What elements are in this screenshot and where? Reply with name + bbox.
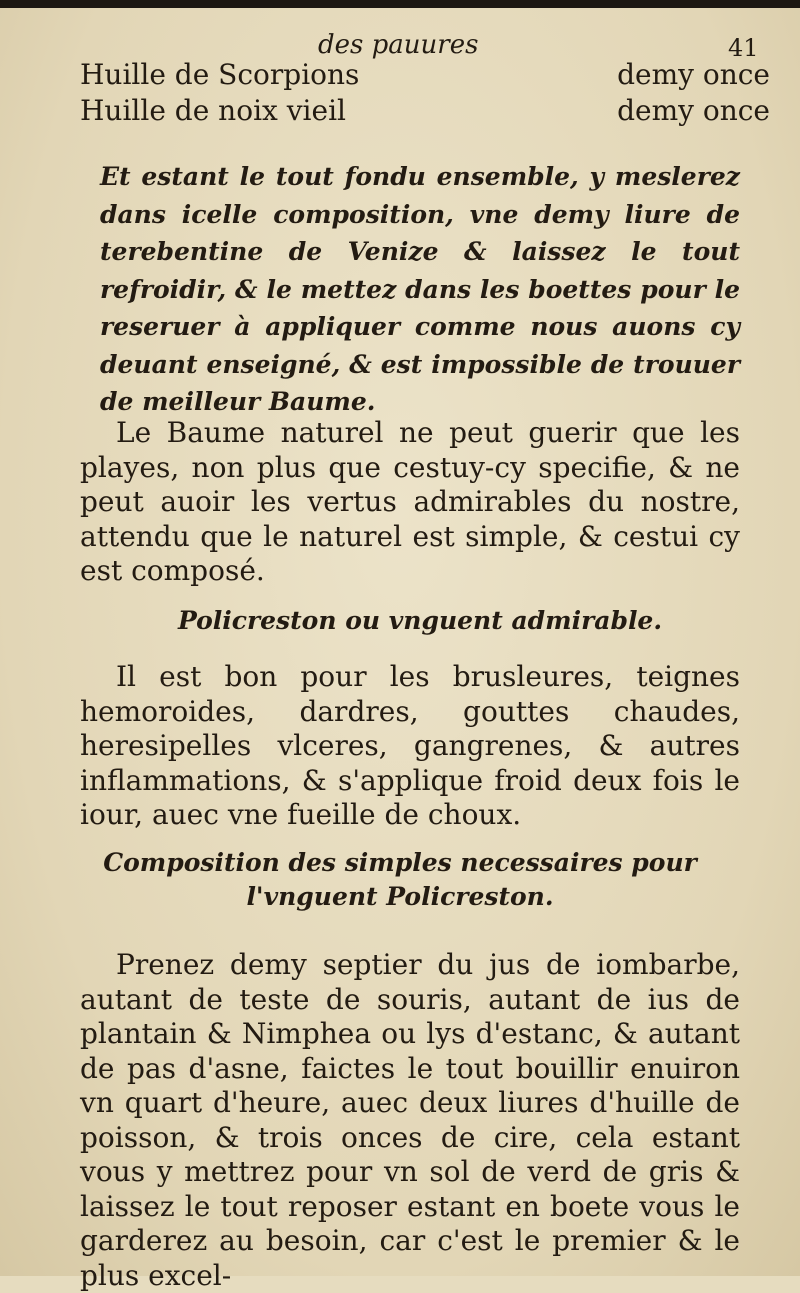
body-paragraph-baume: Le Baume naturel ne peut guerir que les playes, non plus que cestuy-cy specifie, & ne peut auoir les vertus admirables du nostre, attendu que le naturel est simple, & cestui cy est composé. xyxy=(80,416,740,587)
page-number: 41 xyxy=(728,34,759,62)
section-heading-composition: Composition des simples necessaires pour l'vnguent Policreston. xyxy=(103,848,697,911)
ingredient-row xyxy=(80,94,770,130)
running-title: des pauures xyxy=(318,30,479,60)
scan-edge xyxy=(0,0,800,8)
body-paragraph-recipe: Prenez demy septier du jus de iombarbe, autant de teste de souris, autant de ius de plantain & Nimphea ou lys d'estanc, & autant de pas d'asne, faictes le tout bouillir enuiron vn quart d'heure, auec deux liures d'huille de poisson, & trois onces de cire, cela estant vous y mettrez pour vn sol de verd de gris & laissez le tout reposer estant en boete vous le garderez au besoin, car c'est le premier & le plus excel- xyxy=(80,948,740,1292)
ingredient-name: Huille de noix vieil xyxy=(80,94,346,127)
ingredient-quantity: demy once xyxy=(617,94,770,127)
ingredient-list xyxy=(80,58,770,130)
section-heading-policreston: Policreston ou vnguent admirable. xyxy=(177,606,663,635)
ingredient-name: Huille de Scorpions xyxy=(80,58,360,91)
body-paragraph-uses: Il est bon pour les brusleures, teignes hemoroides, dardres, gouttes chaudes, heresipelles vlceres, gangrenes, & autres inflammations, & s'applique froid deux fois le iour, auec vne fueille de choux. xyxy=(80,660,740,831)
instruction-paragraph: Et estant le tout fondu ensemble, y meslerez dans icelle composition, vne demy liure de terebentine de Venize & laissez le tout refroidir, & le mettez dans les boettes pour le reseruer à appliquer comme nous auons cy deuant enseigné, & est impossible de trouuer de meilleur Baume. xyxy=(100,162,740,416)
ingredient-row xyxy=(80,58,770,94)
ingredient-quantity: demy once xyxy=(617,58,770,91)
page-header xyxy=(0,14,800,60)
